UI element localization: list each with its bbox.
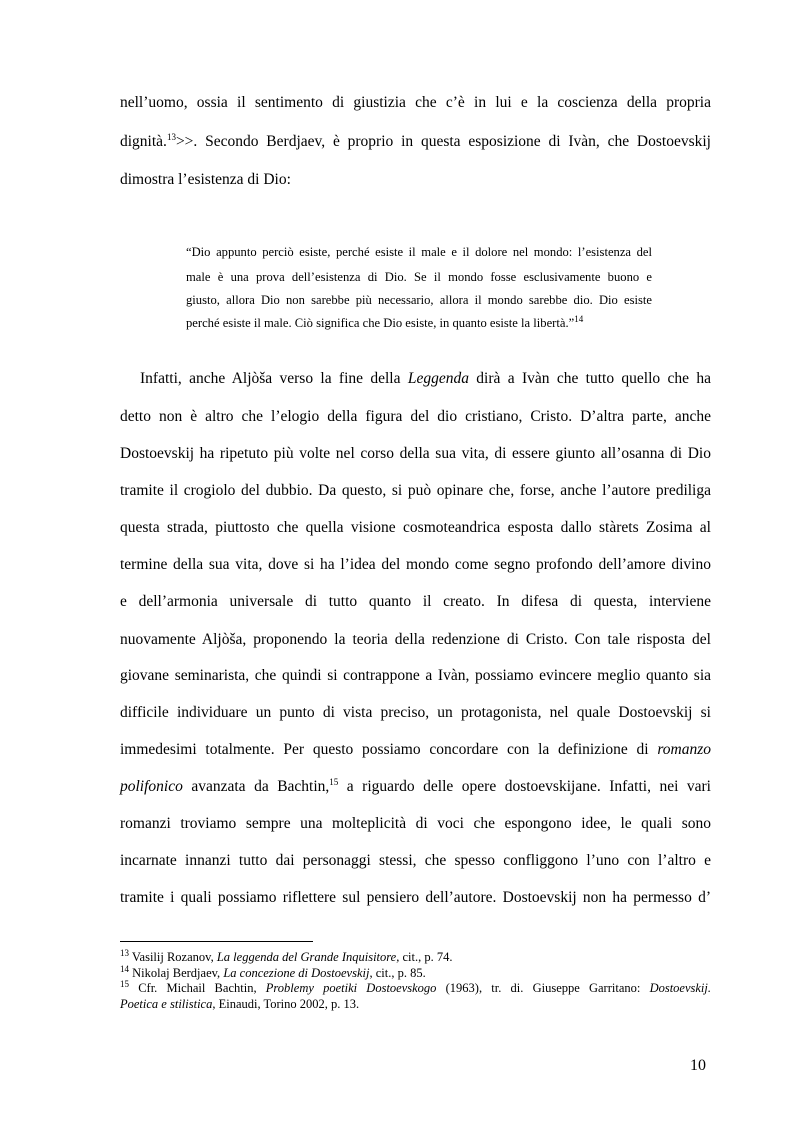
paragraph-1-line-1 (120, 93, 711, 113)
text-run: difficile individuare un punto di vista preciso, un protagonista, nel quale Dostoevskij si (120, 704, 711, 721)
text-run: termine della sua vita, dove si ha l’idea del mondo come segno profondo dell’amore divino (120, 556, 711, 573)
text-run: romanzi troviamo sempre una molteplicità di voci che espongono idee, le quali sono (120, 815, 711, 832)
paragraph-2-line-8 (120, 630, 711, 650)
text-run: perché esiste il male. Ciò significa che Dio esiste, in quanto esiste la libertà.” (186, 316, 575, 330)
italic-run: La concezione di Dostoevskij (223, 966, 370, 980)
paragraph-2-line-14 (120, 851, 711, 871)
paragraph-2-line-5 (120, 518, 711, 538)
italic-run: polifonico (120, 778, 183, 795)
text-run: dimostra l’esistenza di Dio: (120, 171, 291, 188)
footnote-13 (120, 947, 711, 965)
text-run: Cfr. Michail Bachtin, (129, 981, 266, 995)
italic-run: romanzo (657, 741, 711, 758)
text-run: , cit., p. 85. (369, 966, 426, 980)
italic-run: Problemy poetiki Dostoevskogo (265, 981, 437, 995)
paragraph-1-line-3 (120, 170, 711, 190)
italic-run: Dostoevskij. (649, 981, 712, 995)
paragraph-1-line-2 (120, 132, 711, 152)
footnote-ref-15[interactable]: 15 (329, 776, 339, 787)
paragraph-2-line-9 (120, 666, 711, 686)
text-run: avanzata da Bachtin, (182, 778, 330, 795)
paragraph-2-line-13 (120, 814, 711, 834)
footnote-14 (120, 963, 711, 981)
paragraph-2-line-6 (120, 555, 711, 575)
quote-line-4 (186, 315, 652, 331)
text-run: tramite il crogiolo del dubbio. Da questo, si può opinare che, forse, anche l’autore prediliga (120, 482, 711, 499)
paragraph-2-line-10 (120, 703, 711, 723)
italic-run: Poetica e stilistica (120, 997, 213, 1011)
italic-run: La leggenda del Grande Inquisitore, (216, 950, 400, 964)
text-run: nell’uomo, ossia il sentimento di giustizia che c’è in lui e la coscienza della propria (120, 94, 711, 111)
text-run: tramite i quali possiamo riflettere sul pensiero dell’autore. Dostoevskij non ha permesso d’ (120, 889, 711, 906)
footnote-ref-14[interactable]: 14 (574, 313, 584, 324)
text-run: questa strada, piuttosto che quella visione cosmoteandrica esposta dallo stàrets Zosima al (120, 519, 711, 536)
text-run: “Dio appunto perciò esiste, perché esiste il male e il dolore nel mondo: l’esistenza del (186, 245, 652, 259)
text-run: male è una prova dell’esistenza di Dio. Se il mondo fosse esclusivamente buono e (186, 270, 652, 284)
text-run: dirà a Ivàn che tutto quello che ha (468, 370, 711, 387)
text-run: dignità. (120, 133, 167, 150)
paragraph-2-line-2 (120, 407, 711, 427)
footnote-number: 15 (120, 978, 129, 989)
quote-line-2 (186, 269, 652, 285)
text-run: (1963), tr. di. Giuseppe Garritano: (436, 981, 650, 995)
italic-run: Leggenda (407, 370, 469, 387)
quote-line-1 (186, 244, 652, 260)
text-run: Infatti, anche Aljòša verso la fine della (140, 370, 408, 387)
footnote-15-line-2 (120, 997, 711, 1012)
footnote-number: 13 (120, 947, 129, 958)
paragraph-2-line-15 (120, 888, 711, 908)
paragraph-2-line-4 (120, 481, 711, 501)
text-run: cit., p. 74. (399, 950, 453, 964)
footnote-ref-13[interactable]: 13 (166, 131, 176, 142)
footnote-15-line-1 (120, 978, 712, 996)
paragraph-2-line-1 (120, 369, 711, 389)
paragraph-2-line-12 (120, 777, 711, 797)
text-run: Nikolaj Berdjaev, (129, 966, 224, 980)
footnote-separator (120, 941, 313, 942)
text-run: Dostoevskij ha ripetuto più volte nel corso della sua vita, di essere giunto all’osanna di Dio (120, 445, 711, 462)
footnote-number: 14 (120, 963, 129, 974)
text-run: Vasilij Rozanov, (129, 950, 217, 964)
page-number: 10 (690, 1057, 706, 1074)
text-run: detto non è altro che l’elogio della figura del dio cristiano, Cristo. D’altra parte, anche (120, 408, 711, 425)
text-run: giovane seminarista, che quindi si contrappone a Ivàn, possiamo evincere meglio quanto sia (120, 667, 711, 684)
paragraph-2-line-7 (120, 592, 711, 612)
text-run: nuovamente Aljòša, proponendo la teoria della redenzione di Cristo. Con tale risposta del (120, 631, 711, 648)
text-run: giusto, allora Dio non sarebbe più necessario, allora il mondo sarebbe dio. Dio esiste (186, 293, 652, 307)
quote-line-3 (186, 292, 652, 308)
paragraph-2-line-11 (120, 740, 711, 760)
text-run: a riguardo delle opere dostoevskijane. Infatti, nei vari (338, 778, 711, 795)
text-run: incarnate innanzi tutto dai personaggi stessi, che spesso confliggono l’uno con l’altro e (120, 852, 711, 869)
text-run: , Einaudi, Torino 2002, p. 13. (212, 997, 360, 1011)
text-run: immedesimi totalmente. Per questo possiamo concordare con la definizione di (120, 741, 658, 758)
text-run: >>. Secondo Berdjaev, è proprio in questa esposizione di Ivàn, che Dostoevskij (175, 133, 711, 150)
paragraph-2-line-3 (120, 444, 711, 464)
text-run: e dell’armonia universale di tutto quanto il creato. In difesa di questa, interviene (120, 593, 711, 610)
